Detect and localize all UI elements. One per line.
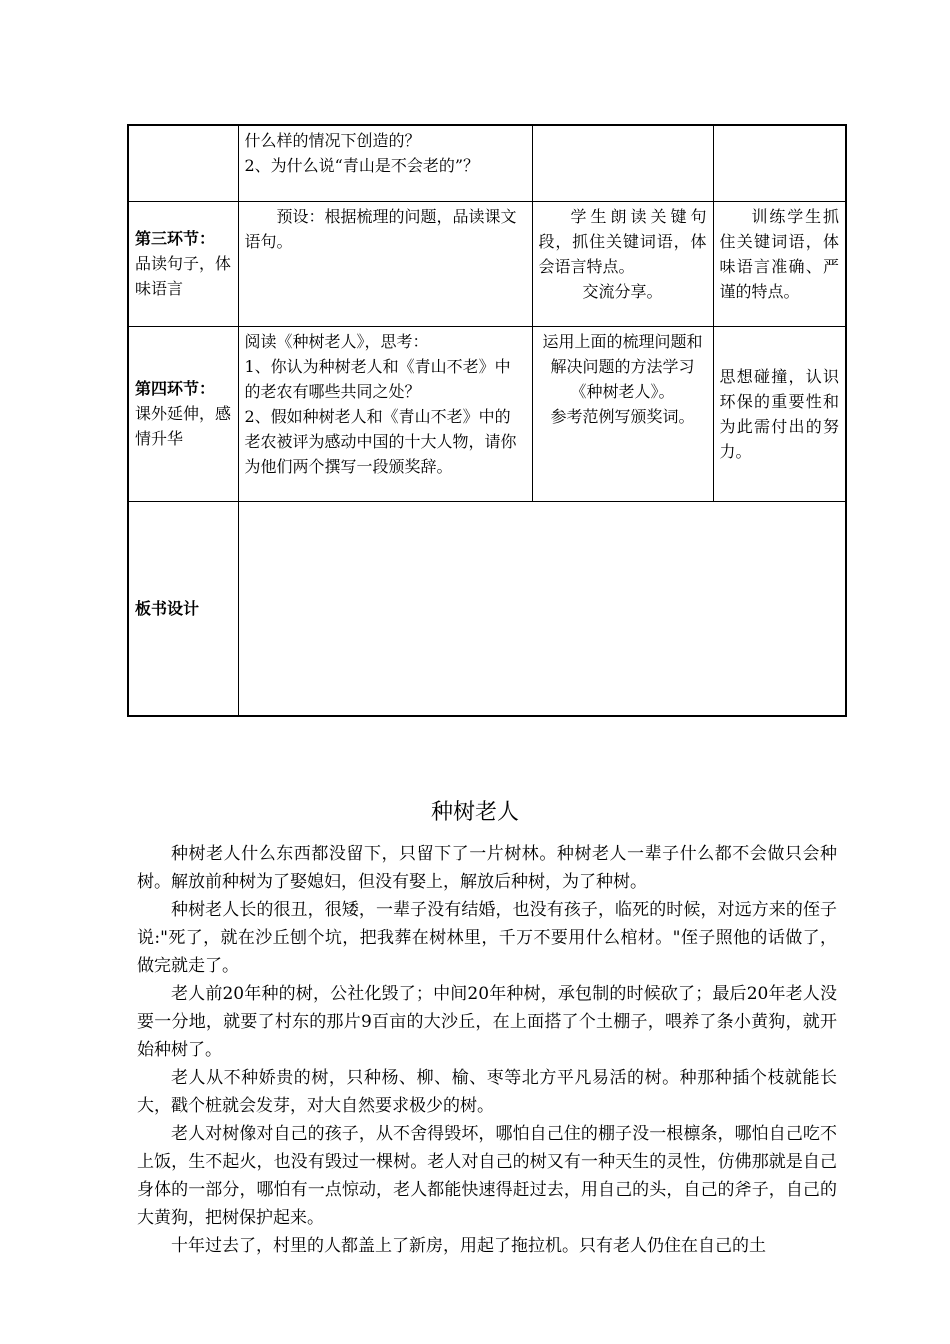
activity-line: 2、为什么说“青山是不会老的”？ (244, 156, 480, 175)
activity-line: 1、你认为种树老人和《青山不老》中的老农有哪些共同之处？ (244, 356, 511, 401)
article-body (137, 840, 837, 1260)
article-title: 种树老人 (430, 800, 519, 825)
intent-cell (713, 125, 846, 201)
stage-title: 第三环节： (135, 229, 216, 248)
stage-cell (128, 201, 238, 326)
activity-line: 阅读《种树老人》，思考： (244, 331, 429, 351)
activity-cell (238, 326, 532, 501)
table-row (128, 326, 846, 501)
student-cell (532, 125, 713, 201)
activity-cell: 预设：根据梳理的问题，品读课文语句。 (238, 201, 532, 326)
student-cell (532, 201, 713, 326)
article-paragraph: 种树老人长的很丑，很矮，一辈子没有结婚，也没有孩子，临死的时候，对远方来的侄子说:"死了，就在沙丘刨个坑，把我葬在树林里，千万不要用什么棺材。"侄子照他的话做了，做完就走了。 (137, 900, 837, 976)
article-paragraph: 老人对树像对自己的孩子，从不舍得毁坏，哪怕自己住的棚子没一根檩条，哪怕自己吃不上饭，生不起火，也没有毁过一棵树。老人对自己的树又有一种天生的灵性，仿佛那就是自己身体的一部分，哪怕有一点惊动，老人都能快速得赶过去，用自己的头，自己的斧子，自己的大黄狗，把树保护起来。 (137, 1124, 837, 1228)
stage-title: 第四环节： (135, 379, 216, 398)
student-text: 学生朗读关键句段，抓住关键词语，体会语言特点。 (538, 206, 707, 276)
table-row (128, 501, 846, 716)
student-text-2: 参考范例写颁奖词。 (550, 406, 695, 426)
article-paragraph: 老人从不种娇贵的树，只种杨、柳、榆、枣等北方平凡易活的树。种那种插个枝就能长大，戳个桩就会发芽，对大自然要求极少的树。 (137, 1068, 837, 1116)
intent-cell: 训练学生抓住关键词语，体味语言准确、严谨的特点。 (713, 201, 846, 326)
article-paragraph: 老人前20年种的树，公社化毁了；中间20年种树，承包制的时候砍了；最后20年老人没要一分地，就要了村东的那片9百亩的大沙丘，在上面搭了个土棚子，喂养了条小黄狗，就开始种树了。 (137, 984, 837, 1060)
activity-cell (238, 125, 532, 201)
table-row (128, 125, 846, 201)
board-design-label: 板书设计 (128, 501, 238, 716)
stage-cell (128, 125, 238, 201)
student-text-2: 交流分享。 (582, 281, 663, 301)
stage-subtitle: 课外延伸，感情升华 (135, 404, 232, 448)
board-design-area (238, 501, 846, 716)
student-cell (532, 326, 713, 501)
lesson-plan-table (127, 124, 847, 717)
activity-line: 2、假如种树老人和《青山不老》中的老农被评为感动中国的十大人物，请你为他们两个撰写一段颁奖辞。 (244, 406, 517, 476)
article-paragraph: 十年过去了，村里的人都盖上了新房，用起了拖拉机。只有老人仍住在自己的土 (171, 1236, 766, 1256)
stage-subtitle: 品读句子，体味语言 (135, 254, 232, 298)
intent-cell: 思想碰撞，认识环保的重要性和为此需付出的努力。 (713, 326, 846, 501)
table-row (128, 201, 846, 326)
stage-cell (128, 326, 238, 501)
student-text: 运用上面的梳理问题和解决问题的方法学习《种树老人》。 (542, 331, 703, 401)
activity-line: 什么样的情况下创造的？ (244, 131, 421, 150)
article-paragraph: 种树老人什么东西都没留下，只留下了一片树林。种树老人一辈子什么都不会做只会种树。解放前种树为了娶媳妇，但没有娶上，解放后种树，为了种树。 (137, 844, 837, 892)
